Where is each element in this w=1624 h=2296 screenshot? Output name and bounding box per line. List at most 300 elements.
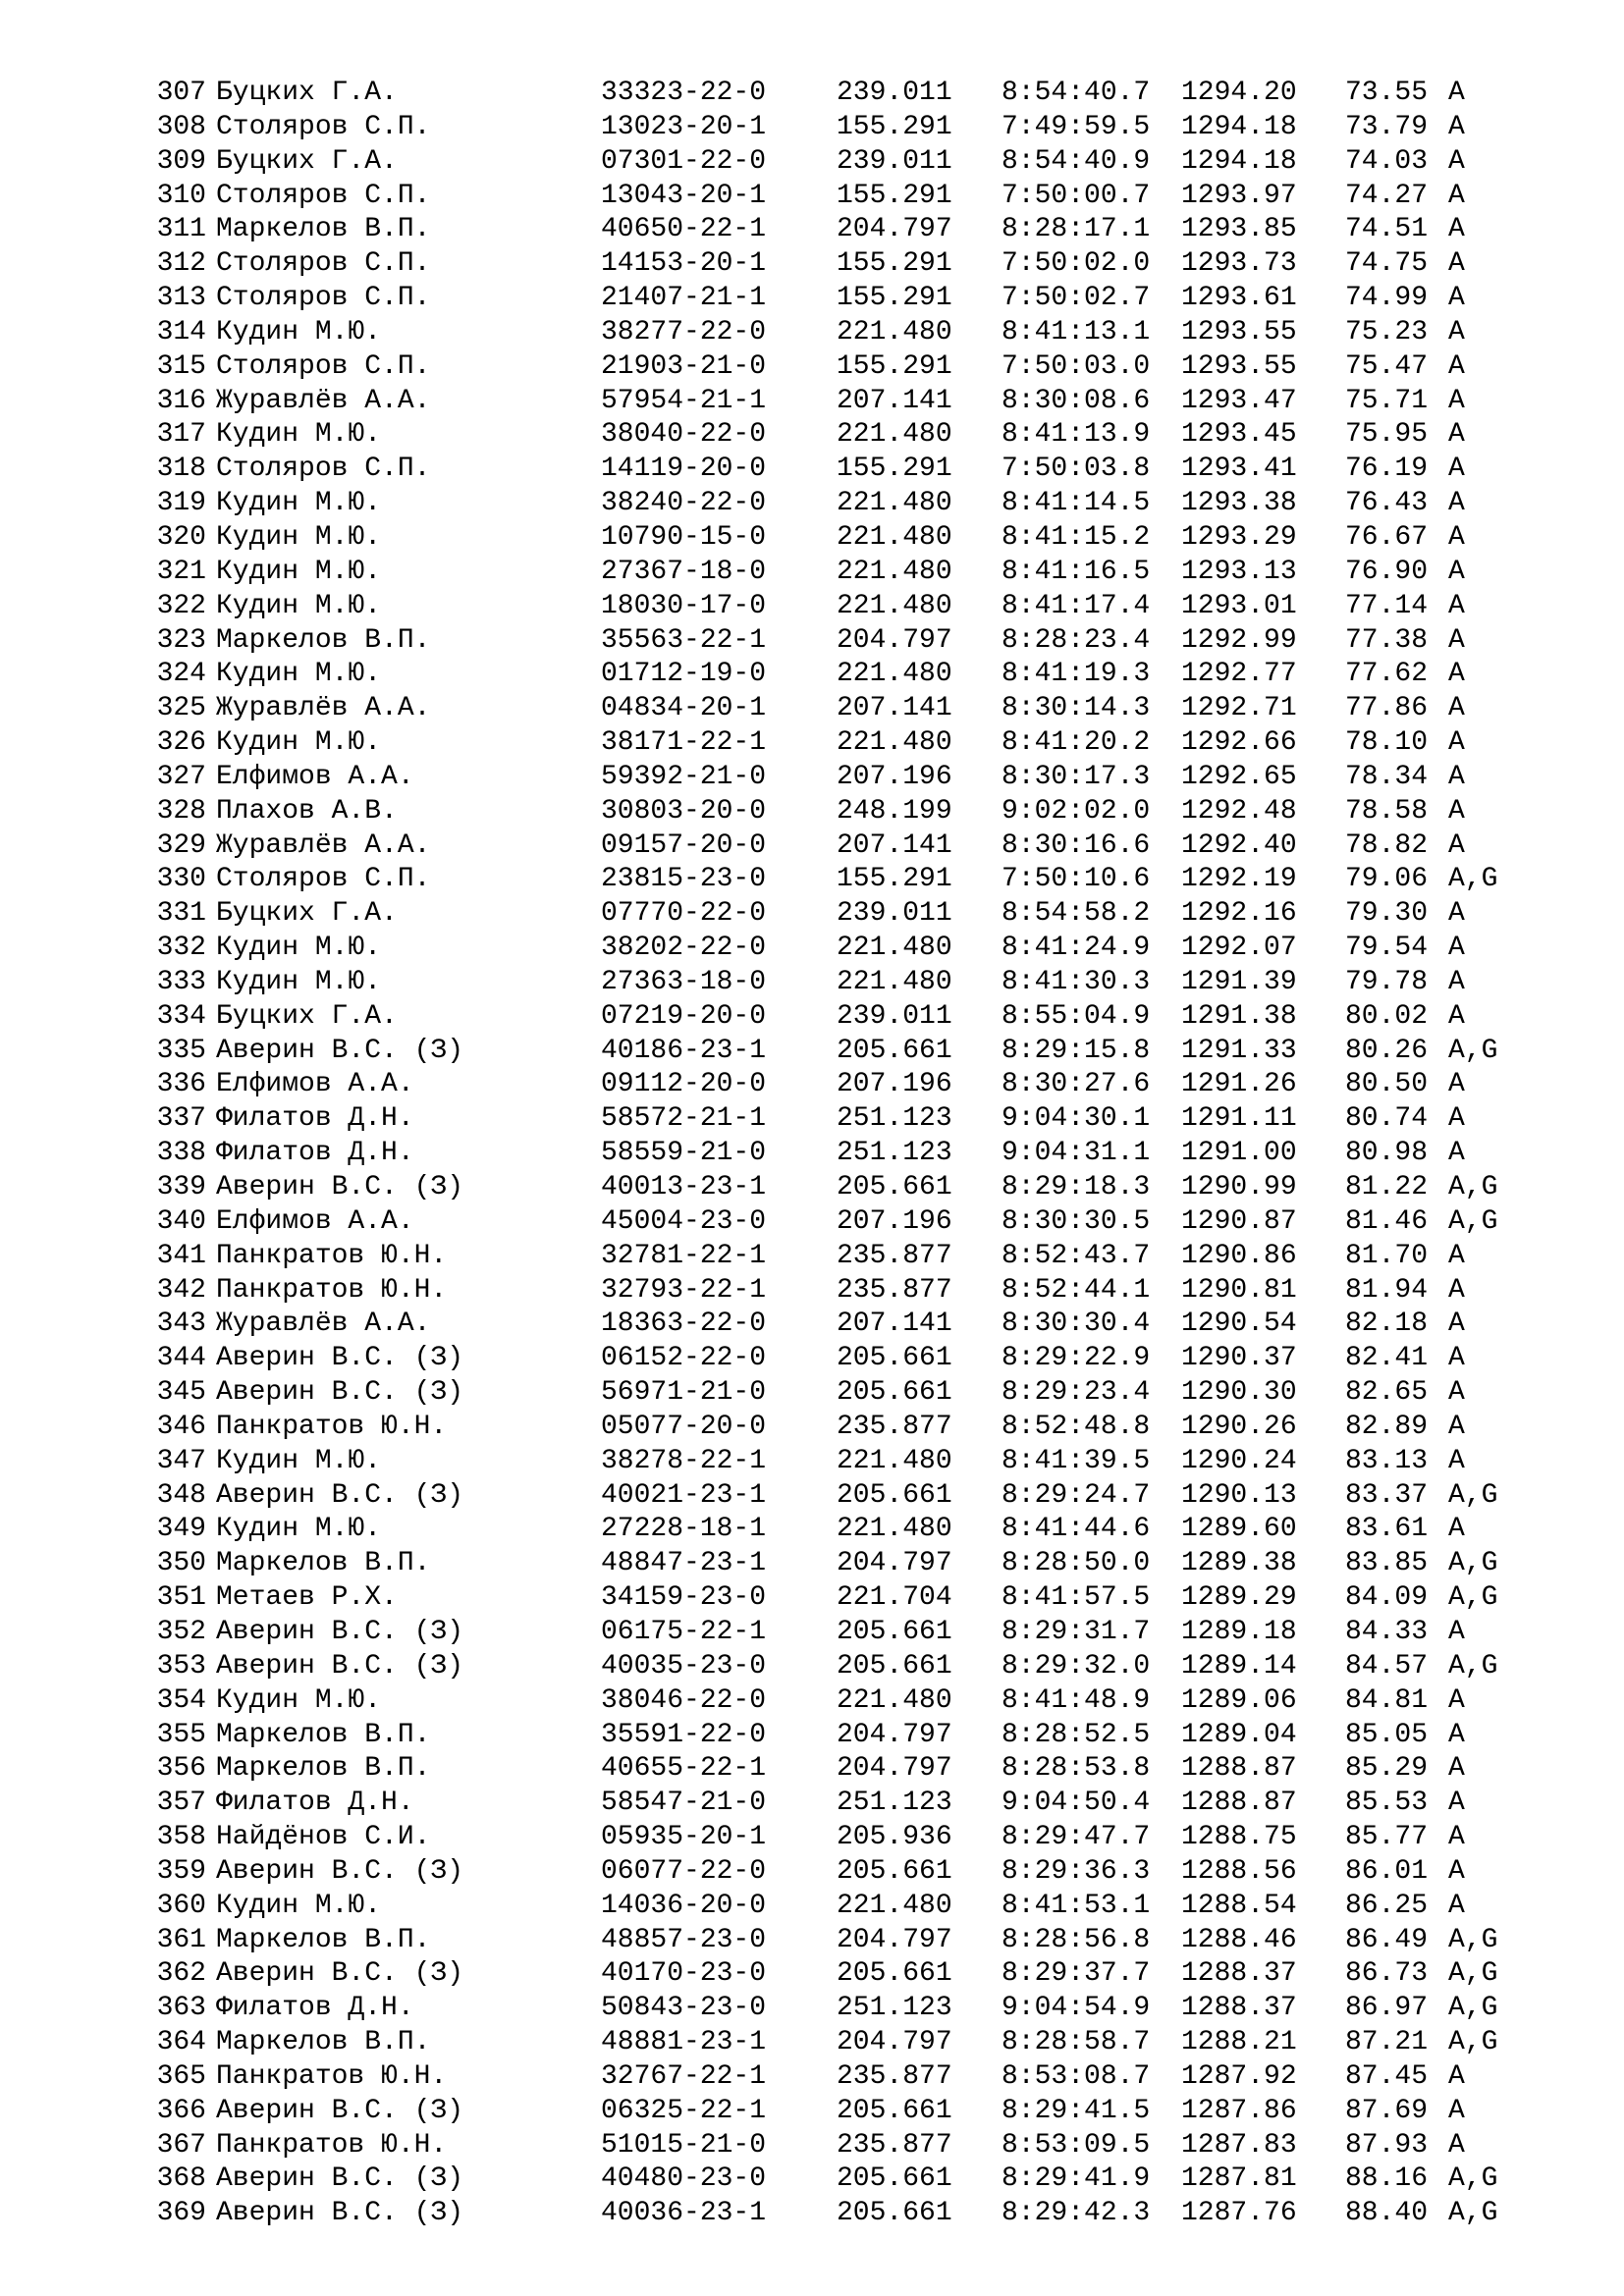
arrival-time: 8:29:18.3 bbox=[1001, 1172, 1151, 1202]
place-number: 339 bbox=[156, 1172, 206, 1202]
flags: A bbox=[1448, 590, 1465, 621]
coefficient: 73.79 bbox=[1345, 111, 1429, 142]
coefficient: 84.81 bbox=[1345, 1684, 1429, 1716]
fancier-name: Столяров С.П. bbox=[216, 180, 431, 211]
arrival-time: 8:30:30.4 bbox=[1001, 1308, 1151, 1340]
flags: A bbox=[1448, 1753, 1465, 1785]
place-number: 311 bbox=[156, 214, 206, 245]
speed-value: 1287.92 bbox=[1181, 2060, 1297, 2092]
table-row bbox=[145, 418, 1540, 453]
coefficient: 81.70 bbox=[1345, 1240, 1429, 1271]
table-row bbox=[145, 1684, 1540, 1719]
table-row bbox=[145, 1171, 1540, 1205]
fancier-name: Кудин М.Ю. bbox=[216, 488, 382, 519]
speed-value: 1287.86 bbox=[1181, 2095, 1297, 2126]
speed-value: 1292.40 bbox=[1181, 829, 1297, 861]
table-row bbox=[145, 556, 1540, 590]
speed-value: 1290.37 bbox=[1181, 1343, 1297, 1374]
speed-value: 1288.54 bbox=[1181, 1890, 1297, 1921]
table-row bbox=[145, 2095, 1540, 2129]
flags: A bbox=[1448, 350, 1465, 382]
flags: A bbox=[1448, 1514, 1465, 1545]
coefficient: 76.67 bbox=[1345, 521, 1429, 553]
flags: A bbox=[1448, 419, 1465, 451]
coefficient: 85.29 bbox=[1345, 1753, 1429, 1785]
speed-value: 1289.38 bbox=[1181, 1548, 1297, 1579]
speed-value: 1288.37 bbox=[1181, 1958, 1297, 1990]
table-row bbox=[145, 1890, 1540, 1924]
ring-number: 07301-22-0 bbox=[601, 145, 767, 177]
speed-value: 1293.73 bbox=[1181, 248, 1297, 280]
fancier-name: Аверин В.С. (З) bbox=[216, 1377, 464, 1409]
speed-value: 1287.83 bbox=[1181, 2129, 1297, 2161]
speed-value: 1293.45 bbox=[1181, 419, 1297, 451]
place-number: 341 bbox=[156, 1240, 206, 1271]
fancier-name: Журавлёв А.А. bbox=[216, 385, 431, 416]
table-row bbox=[145, 863, 1540, 897]
place-number: 363 bbox=[156, 1993, 206, 2024]
distance-km: 205.661 bbox=[837, 1377, 952, 1409]
coefficient: 86.01 bbox=[1345, 1855, 1429, 1887]
distance-km: 221.480 bbox=[837, 1445, 952, 1476]
flags: A bbox=[1448, 795, 1465, 827]
ring-number: 06325-22-1 bbox=[601, 2095, 767, 2126]
ring-number: 38202-22-0 bbox=[601, 933, 767, 964]
arrival-time: 8:52:44.1 bbox=[1001, 1274, 1151, 1306]
coefficient: 82.89 bbox=[1345, 1411, 1429, 1442]
ring-number: 48857-23-0 bbox=[601, 1924, 767, 1955]
table-row bbox=[145, 247, 1540, 282]
ring-number: 07770-22-0 bbox=[601, 898, 767, 930]
ring-number: 57954-21-1 bbox=[601, 385, 767, 416]
table-row bbox=[145, 2163, 1540, 2197]
speed-value: 1292.65 bbox=[1181, 761, 1297, 792]
speed-value: 1293.38 bbox=[1181, 488, 1297, 519]
speed-value: 1288.46 bbox=[1181, 1924, 1297, 1955]
distance-km: 221.480 bbox=[837, 521, 952, 553]
coefficient: 75.95 bbox=[1345, 419, 1429, 451]
table-row bbox=[145, 966, 1540, 1000]
place-number: 320 bbox=[156, 521, 206, 553]
arrival-time: 8:29:22.9 bbox=[1001, 1343, 1151, 1374]
ring-number: 40170-23-0 bbox=[601, 1958, 767, 1990]
ring-number: 04834-20-1 bbox=[601, 693, 767, 724]
fancier-name: Журавлёв А.А. bbox=[216, 1308, 431, 1340]
coefficient: 78.34 bbox=[1345, 761, 1429, 792]
place-number: 340 bbox=[156, 1205, 206, 1237]
place-number: 349 bbox=[156, 1514, 206, 1545]
flags: A bbox=[1448, 180, 1465, 211]
distance-km: 155.291 bbox=[837, 454, 952, 485]
speed-value: 1293.13 bbox=[1181, 556, 1297, 587]
place-number: 318 bbox=[156, 454, 206, 485]
distance-km: 248.199 bbox=[837, 795, 952, 827]
distance-km: 204.797 bbox=[837, 1924, 952, 1955]
ring-number: 40480-23-0 bbox=[601, 2163, 767, 2195]
place-number: 356 bbox=[156, 1753, 206, 1785]
table-row bbox=[145, 658, 1540, 692]
coefficient: 81.94 bbox=[1345, 1274, 1429, 1306]
place-number: 332 bbox=[156, 933, 206, 964]
results-table bbox=[145, 77, 1540, 2231]
ring-number: 05077-20-0 bbox=[601, 1411, 767, 1442]
table-row bbox=[145, 77, 1540, 111]
coefficient: 80.26 bbox=[1345, 1035, 1429, 1066]
place-number: 352 bbox=[156, 1616, 206, 1647]
fancier-name: Панкратов Ю.Н. bbox=[216, 1411, 448, 1442]
place-number: 312 bbox=[156, 248, 206, 280]
fancier-name: Кудин М.Ю. bbox=[216, 933, 382, 964]
distance-km: 155.291 bbox=[837, 180, 952, 211]
coefficient: 81.22 bbox=[1345, 1172, 1429, 1202]
flags: A,G bbox=[1448, 1924, 1498, 1955]
place-number: 345 bbox=[156, 1377, 206, 1409]
place-number: 327 bbox=[156, 761, 206, 792]
distance-km: 221.480 bbox=[837, 556, 952, 587]
ring-number: 56971-21-0 bbox=[601, 1377, 767, 1409]
flags: A bbox=[1448, 966, 1465, 997]
table-row bbox=[145, 590, 1540, 624]
coefficient: 82.65 bbox=[1345, 1377, 1429, 1409]
distance-km: 221.480 bbox=[837, 1514, 952, 1545]
distance-km: 239.011 bbox=[837, 1000, 952, 1032]
table-row bbox=[145, 1035, 1540, 1069]
arrival-time: 8:29:23.4 bbox=[1001, 1377, 1151, 1409]
coefficient: 82.41 bbox=[1345, 1343, 1429, 1374]
arrival-time: 8:53:09.5 bbox=[1001, 2129, 1151, 2161]
coefficient: 77.62 bbox=[1345, 659, 1429, 690]
distance-km: 207.141 bbox=[837, 1308, 952, 1340]
fancier-name: Столяров С.П. bbox=[216, 350, 431, 382]
arrival-time: 7:50:03.8 bbox=[1001, 454, 1151, 485]
flags: A bbox=[1448, 2129, 1465, 2161]
fancier-name: Панкратов Ю.Н. bbox=[216, 1274, 448, 1306]
flags: A bbox=[1448, 829, 1465, 861]
arrival-time: 8:53:08.7 bbox=[1001, 2060, 1151, 2092]
speed-value: 1293.97 bbox=[1181, 180, 1297, 211]
arrival-time: 8:29:31.7 bbox=[1001, 1616, 1151, 1647]
coefficient: 85.77 bbox=[1345, 1822, 1429, 1853]
coefficient: 83.61 bbox=[1345, 1514, 1429, 1545]
flags: A bbox=[1448, 1855, 1465, 1887]
place-number: 317 bbox=[156, 419, 206, 451]
place-number: 313 bbox=[156, 283, 206, 314]
place-number: 331 bbox=[156, 898, 206, 930]
fancier-name: Кудин М.Ю. bbox=[216, 1445, 382, 1476]
flags: A bbox=[1448, 1308, 1465, 1340]
table-row bbox=[145, 897, 1540, 932]
table-row bbox=[145, 350, 1540, 385]
speed-value: 1289.14 bbox=[1181, 1650, 1297, 1682]
flags: A bbox=[1448, 78, 1465, 108]
fancier-name: Аверин В.С. (З) bbox=[216, 2198, 464, 2229]
arrival-time: 8:41:24.9 bbox=[1001, 933, 1151, 964]
table-row bbox=[145, 1957, 1540, 1992]
speed-value: 1290.30 bbox=[1181, 1377, 1297, 1409]
fancier-name: Столяров С.П. bbox=[216, 864, 431, 895]
arrival-time: 8:54:40.9 bbox=[1001, 145, 1151, 177]
arrival-time: 8:28:17.1 bbox=[1001, 214, 1151, 245]
place-number: 369 bbox=[156, 2198, 206, 2229]
table-row bbox=[145, 385, 1540, 419]
distance-km: 221.480 bbox=[837, 659, 952, 690]
flags: A,G bbox=[1448, 1993, 1498, 2024]
coefficient: 76.43 bbox=[1345, 488, 1429, 519]
fancier-name: Буцких Г.А. bbox=[216, 1000, 398, 1032]
distance-km: 205.661 bbox=[837, 1479, 952, 1511]
coefficient: 87.21 bbox=[1345, 2027, 1429, 2058]
ring-number: 07219-20-0 bbox=[601, 1000, 767, 1032]
fancier-name: Кудин М.Ю. bbox=[216, 966, 382, 997]
arrival-time: 8:30:30.5 bbox=[1001, 1205, 1151, 1237]
flags: A bbox=[1448, 1616, 1465, 1647]
distance-km: 204.797 bbox=[837, 1753, 952, 1785]
distance-km: 221.704 bbox=[837, 1582, 952, 1614]
distance-km: 235.877 bbox=[837, 1240, 952, 1271]
coefficient: 79.54 bbox=[1345, 933, 1429, 964]
ring-number: 21903-21-0 bbox=[601, 350, 767, 382]
place-number: 334 bbox=[156, 1000, 206, 1032]
distance-km: 221.480 bbox=[837, 316, 952, 347]
ring-number: 40036-23-1 bbox=[601, 2198, 767, 2229]
ring-number: 58547-21-0 bbox=[601, 1788, 767, 1819]
coefficient: 74.03 bbox=[1345, 145, 1429, 177]
speed-value: 1292.48 bbox=[1181, 795, 1297, 827]
speed-value: 1289.60 bbox=[1181, 1514, 1297, 1545]
coefficient: 75.47 bbox=[1345, 350, 1429, 382]
speed-value: 1288.87 bbox=[1181, 1788, 1297, 1819]
table-row bbox=[145, 1000, 1540, 1035]
flags: A,G bbox=[1448, 2198, 1498, 2229]
fancier-name: Панкратов Ю.Н. bbox=[216, 1240, 448, 1271]
table-row bbox=[145, 453, 1540, 487]
arrival-time: 8:41:53.1 bbox=[1001, 1890, 1151, 1921]
speed-value: 1290.81 bbox=[1181, 1274, 1297, 1306]
arrival-time: 7:50:02.7 bbox=[1001, 283, 1151, 314]
table-row bbox=[145, 1924, 1540, 1958]
place-number: 309 bbox=[156, 145, 206, 177]
flags: A bbox=[1448, 521, 1465, 553]
arrival-time: 8:29:32.0 bbox=[1001, 1650, 1151, 1682]
flags: A bbox=[1448, 1000, 1465, 1032]
fancier-name: Маркелов В.П. bbox=[216, 1548, 431, 1579]
arrival-time: 8:52:43.7 bbox=[1001, 1240, 1151, 1271]
speed-value: 1292.19 bbox=[1181, 864, 1297, 895]
distance-km: 207.196 bbox=[837, 1205, 952, 1237]
speed-value: 1289.29 bbox=[1181, 1582, 1297, 1614]
speed-value: 1293.01 bbox=[1181, 590, 1297, 621]
flags: A bbox=[1448, 1240, 1465, 1271]
ring-number: 06077-22-0 bbox=[601, 1855, 767, 1887]
ring-number: 48881-23-1 bbox=[601, 2027, 767, 2058]
place-number: 362 bbox=[156, 1958, 206, 1990]
distance-km: 239.011 bbox=[837, 898, 952, 930]
flags: A bbox=[1448, 624, 1465, 656]
arrival-time: 8:54:40.7 bbox=[1001, 78, 1151, 108]
place-number: 338 bbox=[156, 1138, 206, 1169]
fancier-name: Буцких Г.А. bbox=[216, 78, 398, 108]
table-row bbox=[145, 1992, 1540, 2026]
arrival-time: 9:04:31.1 bbox=[1001, 1138, 1151, 1169]
arrival-time: 8:30:17.3 bbox=[1001, 761, 1151, 792]
fancier-name: Кудин М.Ю. bbox=[216, 1514, 382, 1545]
coefficient: 88.40 bbox=[1345, 2198, 1429, 2229]
coefficient: 79.78 bbox=[1345, 966, 1429, 997]
flags: A bbox=[1448, 693, 1465, 724]
distance-km: 235.877 bbox=[837, 2060, 952, 2092]
distance-km: 155.291 bbox=[837, 111, 952, 142]
speed-value: 1290.24 bbox=[1181, 1445, 1297, 1476]
ring-number: 58572-21-1 bbox=[601, 1103, 767, 1135]
place-number: 347 bbox=[156, 1445, 206, 1476]
distance-km: 204.797 bbox=[837, 2027, 952, 2058]
distance-km: 207.141 bbox=[837, 693, 952, 724]
speed-value: 1288.87 bbox=[1181, 1753, 1297, 1785]
flags: A bbox=[1448, 1274, 1465, 1306]
table-row bbox=[145, 1274, 1540, 1308]
flags: A bbox=[1448, 727, 1465, 759]
table-row bbox=[145, 316, 1540, 350]
ring-number: 06175-22-1 bbox=[601, 1616, 767, 1647]
speed-value: 1293.55 bbox=[1181, 316, 1297, 347]
table-row bbox=[145, 487, 1540, 521]
arrival-time: 8:54:58.2 bbox=[1001, 898, 1151, 930]
distance-km: 155.291 bbox=[837, 864, 952, 895]
fancier-name: Буцких Г.А. bbox=[216, 898, 398, 930]
table-row bbox=[145, 1445, 1540, 1479]
place-number: 346 bbox=[156, 1411, 206, 1442]
speed-value: 1291.11 bbox=[1181, 1103, 1297, 1135]
distance-km: 207.196 bbox=[837, 761, 952, 792]
distance-km: 204.797 bbox=[837, 214, 952, 245]
coefficient: 80.02 bbox=[1345, 1000, 1429, 1032]
flags: A bbox=[1448, 1103, 1465, 1135]
fancier-name: Кудин М.Ю. bbox=[216, 316, 382, 347]
flags: A bbox=[1448, 1069, 1465, 1100]
flags: A,G bbox=[1448, 2027, 1498, 2058]
distance-km: 205.661 bbox=[837, 2095, 952, 2126]
arrival-time: 8:29:37.7 bbox=[1001, 1958, 1151, 1990]
flags: A bbox=[1448, 1138, 1465, 1169]
ring-number: 33323-22-0 bbox=[601, 78, 767, 108]
coefficient: 82.18 bbox=[1345, 1308, 1429, 1340]
table-row bbox=[145, 145, 1540, 180]
place-number: 343 bbox=[156, 1308, 206, 1340]
coefficient: 74.99 bbox=[1345, 283, 1429, 314]
distance-km: 251.123 bbox=[837, 1993, 952, 2024]
fancier-name: Столяров С.П. bbox=[216, 454, 431, 485]
ring-number: 27367-18-0 bbox=[601, 556, 767, 587]
fancier-name: Кудин М.Ю. bbox=[216, 1890, 382, 1921]
table-row bbox=[145, 1376, 1540, 1411]
coefficient: 83.37 bbox=[1345, 1479, 1429, 1511]
table-row bbox=[145, 726, 1540, 761]
arrival-time: 8:41:19.3 bbox=[1001, 659, 1151, 690]
place-number: 342 bbox=[156, 1274, 206, 1306]
speed-value: 1291.39 bbox=[1181, 966, 1297, 997]
distance-km: 207.141 bbox=[837, 385, 952, 416]
arrival-time: 7:50:03.0 bbox=[1001, 350, 1151, 382]
ring-number: 35563-22-1 bbox=[601, 624, 767, 656]
table-row bbox=[145, 1752, 1540, 1787]
ring-number: 59392-21-0 bbox=[601, 761, 767, 792]
fancier-name: Маркелов В.П. bbox=[216, 1753, 431, 1785]
arrival-time: 7:50:02.0 bbox=[1001, 248, 1151, 280]
ring-number: 06152-22-0 bbox=[601, 1343, 767, 1374]
fancier-name: Панкратов Ю.Н. bbox=[216, 2129, 448, 2161]
fancier-name: Филатов Д.Н. bbox=[216, 1103, 414, 1135]
distance-km: 239.011 bbox=[837, 145, 952, 177]
distance-km: 205.661 bbox=[837, 2163, 952, 2195]
speed-value: 1288.75 bbox=[1181, 1822, 1297, 1853]
speed-value: 1293.47 bbox=[1181, 385, 1297, 416]
fancier-name: Столяров С.П. bbox=[216, 111, 431, 142]
table-row bbox=[145, 1787, 1540, 1821]
place-number: 336 bbox=[156, 1069, 206, 1100]
table-row bbox=[145, 2026, 1540, 2060]
distance-km: 235.877 bbox=[837, 1411, 952, 1442]
speed-value: 1290.13 bbox=[1181, 1479, 1297, 1511]
place-number: 310 bbox=[156, 180, 206, 211]
ring-number: 18030-17-0 bbox=[601, 590, 767, 621]
distance-km: 204.797 bbox=[837, 1548, 952, 1579]
table-row bbox=[145, 1205, 1540, 1240]
speed-value: 1291.26 bbox=[1181, 1069, 1297, 1100]
speed-value: 1294.18 bbox=[1181, 145, 1297, 177]
place-number: 330 bbox=[156, 864, 206, 895]
arrival-time: 9:04:50.4 bbox=[1001, 1788, 1151, 1819]
arrival-time: 7:49:59.5 bbox=[1001, 111, 1151, 142]
distance-km: 221.480 bbox=[837, 590, 952, 621]
speed-value: 1288.37 bbox=[1181, 1993, 1297, 2024]
table-row bbox=[145, 1102, 1540, 1137]
distance-km: 221.480 bbox=[837, 966, 952, 997]
speed-value: 1290.99 bbox=[1181, 1172, 1297, 1202]
fancier-name: Журавлёв А.А. bbox=[216, 829, 431, 861]
table-row bbox=[145, 2197, 1540, 2231]
speed-value: 1287.81 bbox=[1181, 2163, 1297, 2195]
ring-number: 38277-22-0 bbox=[601, 316, 767, 347]
fancier-name: Маркелов В.П. bbox=[216, 214, 431, 245]
coefficient: 74.51 bbox=[1345, 214, 1429, 245]
ring-number: 10790-15-0 bbox=[601, 521, 767, 553]
distance-km: 235.877 bbox=[837, 2129, 952, 2161]
fancier-name: Аверин В.С. (З) bbox=[216, 1616, 464, 1647]
coefficient: 87.69 bbox=[1345, 2095, 1429, 2126]
place-number: 314 bbox=[156, 316, 206, 347]
ring-number: 32793-22-1 bbox=[601, 1274, 767, 1306]
speed-value: 1289.04 bbox=[1181, 1719, 1297, 1750]
ring-number: 40021-23-1 bbox=[601, 1479, 767, 1511]
table-row bbox=[145, 1068, 1540, 1102]
place-number: 355 bbox=[156, 1719, 206, 1750]
flags: A,G bbox=[1448, 2163, 1498, 2195]
distance-km: 221.480 bbox=[837, 488, 952, 519]
coefficient: 76.90 bbox=[1345, 556, 1429, 587]
ring-number: 09112-20-0 bbox=[601, 1069, 767, 1100]
coefficient: 83.85 bbox=[1345, 1548, 1429, 1579]
flags: A bbox=[1448, 2095, 1465, 2126]
distance-km: 205.661 bbox=[837, 1343, 952, 1374]
fancier-name: Филатов Д.Н. bbox=[216, 1788, 414, 1819]
arrival-time: 8:41:17.4 bbox=[1001, 590, 1151, 621]
table-row bbox=[145, 1719, 1540, 1753]
flags: A bbox=[1448, 898, 1465, 930]
ring-number: 32781-22-1 bbox=[601, 1240, 767, 1271]
distance-km: 205.661 bbox=[837, 1616, 952, 1647]
arrival-time: 8:41:13.1 bbox=[1001, 316, 1151, 347]
place-number: 328 bbox=[156, 795, 206, 827]
